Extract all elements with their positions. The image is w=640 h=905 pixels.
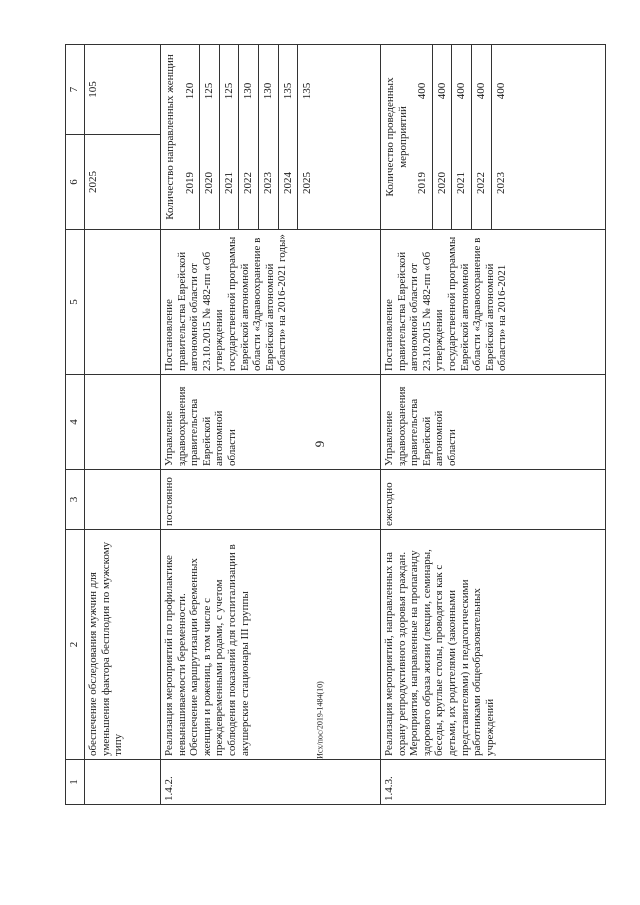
value: 125: [219, 45, 239, 137]
year: 2021: [219, 137, 239, 229]
row-number-cell: 1.4.2.: [161, 760, 381, 805]
column-number: 7: [66, 45, 85, 135]
document-code: Исх/пос/2019-1484(10): [315, 681, 325, 759]
column-number: 1: [66, 760, 85, 805]
column-number: 2: [66, 530, 85, 760]
year: 2023: [491, 137, 510, 229]
responsible-cell: Управление здравоохранения правительства Еврейской автономной области: [381, 375, 606, 470]
year: 2019: [416, 172, 429, 194]
year: 2022: [239, 137, 259, 229]
value: 400: [416, 82, 429, 100]
year: 2020: [432, 137, 452, 229]
column-number-row: [66, 45, 85, 805]
value: 125: [200, 45, 220, 137]
year: 2024: [278, 137, 298, 229]
page-number: 9: [312, 440, 327, 448]
program-table: [65, 45, 615, 805]
indicator-values: [413, 45, 510, 229]
year: 2019: [183, 172, 196, 194]
indicator-label: Количество направленных женщин: [164, 54, 176, 220]
deadline-cell: ежегодно: [381, 470, 606, 530]
deadline-cell: [85, 470, 161, 530]
responsible-cell: Управление здравоохранения правительства Еврейской автономной области: [161, 375, 381, 470]
year: 2021: [452, 137, 472, 229]
deadline-cell: постоянно: [161, 470, 381, 530]
value: 400: [471, 45, 491, 137]
indicator-cell: [381, 45, 606, 230]
table-row: [85, 45, 161, 805]
table-row: [381, 45, 606, 805]
activity-cell: Реализация мероприятий, направленных на охрану репродуктивного здоровья граждан. Мероприятия, направленные на пропаганду здорового образа жизни (лекции, семинары, беседы, круглые столы, проводятся как с детьми, их родителями (законными представителями) и педагогическими работниками общеобразовательных учреждений: [381, 530, 606, 760]
column-number: 6: [66, 135, 85, 230]
year: 2020: [200, 137, 220, 229]
value: 130: [239, 45, 259, 137]
indicator-values: [181, 45, 317, 229]
indicator-label: Количество проведенных мероприятий: [384, 77, 409, 197]
row-number-cell: [85, 760, 161, 805]
basis-cell: Постановление правительства Еврейской автономной области от 23.10.2015 № 482-пп «Об утверждении государственной программы Еврейской автономной области «Здравоохранение в Еврейской автономной области» на 2016-2021 годы»: [161, 230, 381, 375]
basis-cell: [85, 230, 161, 375]
year: 2022: [471, 137, 491, 229]
year: 2023: [258, 137, 278, 229]
responsible-cell: [85, 375, 161, 470]
row-number-cell: 1.4.3.: [381, 760, 606, 805]
value: 120: [183, 82, 196, 100]
column-number: 4: [66, 375, 85, 470]
value: 400: [452, 45, 472, 137]
indicator-cell: [161, 45, 381, 230]
table-row: [161, 45, 381, 805]
activity-cell: Реализация мероприятий по профилактике невынашиваемости беременности. Обеспечение маршрутизации беременных женщин и рожениц, в том числе с преждевременными родами, с учетом соблюдения показаний для госпитализации в акушерские стационары III группы: [161, 530, 381, 760]
basis-cell: Постановление правительства Еврейской автономной области от 23.10.2015 № 482-пп «Об утверждении государственной программы Еврейской автономной области «Здравоохранение в Еврейской автономной области» на 2016-2021: [381, 230, 606, 375]
column-number: 3: [66, 470, 85, 530]
year-cell: 2025: [85, 135, 161, 230]
year: 2025: [298, 137, 317, 229]
value: 135: [298, 45, 317, 137]
activity-cell: обеспечение обследования мужчин для уменьшения фактора бесплодия по мужскому типу: [85, 530, 161, 760]
value: 135: [278, 45, 298, 137]
value: 400: [491, 45, 510, 137]
column-number: 5: [66, 230, 85, 375]
value-cell: 105: [85, 45, 161, 135]
value: 400: [432, 45, 452, 137]
value: 130: [258, 45, 278, 137]
